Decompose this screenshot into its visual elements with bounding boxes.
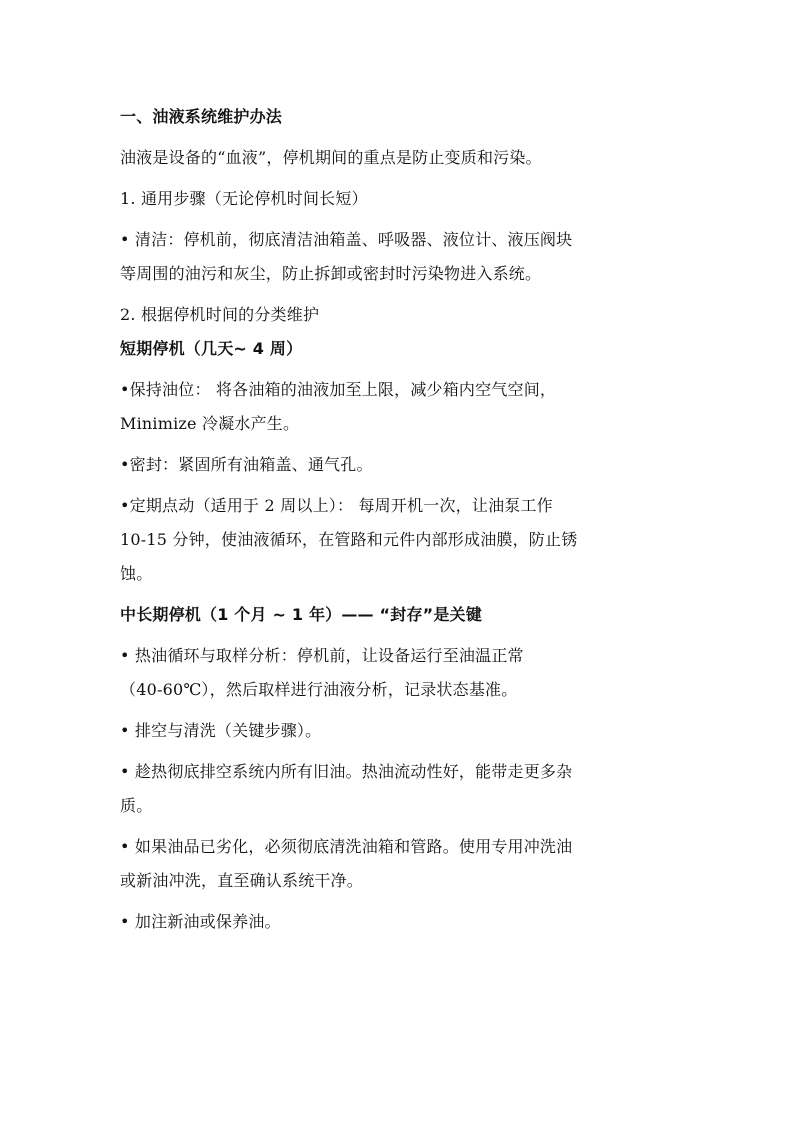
- short-term-heading: 短期停机（几天~ 4 周）: [120, 339, 303, 358]
- clean-bullet-line2: 等周围的油污和灰尘，防止拆卸或密封时污染物进入系统。: [120, 264, 542, 283]
- drain-hot-line2: 质。: [120, 796, 153, 815]
- refill-bullet: • 加注新油或保养油。: [120, 912, 281, 931]
- periodic-line2: 10-15 分钟，使油液循环，在管路和元件内部形成油膜，防止锈: [120, 530, 578, 549]
- intro-paragraph: 油液是设备的“血液”，停机期间的重点是防止变质和污染。: [120, 148, 542, 167]
- hot-oil-line1: • 热油循环与取样分析：停机前，让设备运行至油温正常: [120, 646, 524, 665]
- periodic-line1: •定期点动（适用于 2 周以上）： 每周开机一次，让油泵工作: [120, 496, 553, 515]
- keep-level-line1: •保持油位： 将各油箱的油液加至上限，减少箱内空气空间，: [120, 380, 557, 399]
- keep-level-line2: Minimize 冷凝水产生。: [120, 414, 300, 433]
- flush-line2: 或新油冲洗，直至确认系统干净。: [120, 871, 364, 890]
- step1-title: 1. 通用步骤（无论停机时间长短）: [120, 189, 368, 208]
- long-term-heading: 中长期停机（1 个月 ~ 1 年）—— “封存”是关键: [120, 605, 482, 624]
- drain-hot-line1: • 趁热彻底排空系统内所有旧油。热油流动性好，能带走更多杂: [120, 762, 573, 781]
- seal-bullet: •密封：紧固所有油箱盖、通气孔。: [120, 455, 373, 474]
- clean-bullet-line1: • 清洁：停机前，彻底清洁油箱盖、呼吸器、液位计、液压阀块: [120, 230, 573, 249]
- document-body: [120, 100, 676, 939]
- drain-bullet: • 排空与清洗（关键步骤）。: [120, 721, 322, 740]
- step2-title: 2. 根据停机时间的分类维护: [120, 305, 320, 324]
- hot-oil-line2: （40-60℃），然后取样进行油液分析，记录状态基准。: [120, 680, 518, 699]
- section-heading: 一、油液系统维护办法: [120, 107, 283, 126]
- flush-line1: • 如果油品已劣化，必须彻底清洗油箱和管路。使用专用冲洗油: [120, 837, 573, 856]
- periodic-line3: 蚀。: [120, 564, 153, 583]
